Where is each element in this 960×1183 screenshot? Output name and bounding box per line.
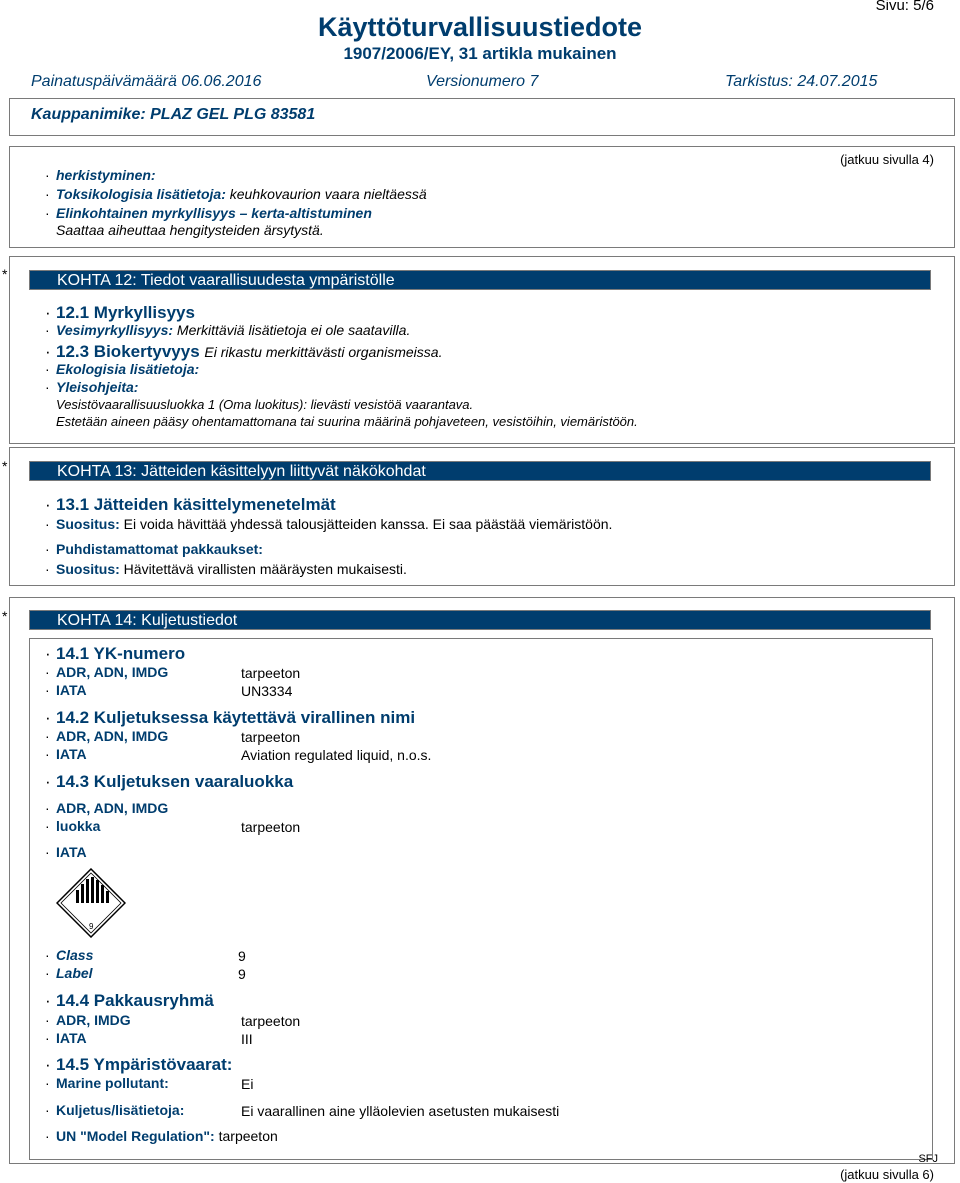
- water-hazard-class: Vesistövaarallisuusluokka 1 (Oma luokitus): lievästi vesistöä vaarantava.: [56, 397, 474, 412]
- marine-pollutant-value: Ei: [241, 1076, 254, 1092]
- s12-1-heading: · 12.1 Myrkyllisyys: [45, 303, 195, 322]
- uncleaned-packaging-line: · Puhdistamattomat pakkaukset:: [45, 541, 263, 557]
- s14-1-heading: · 14.1 YK-numero: [45, 644, 186, 663]
- stot-line: · Elinkohtainen myrkyllisyys – kerta-altistuminen: [45, 205, 372, 221]
- s14-2-adr-value: tarpeeton: [241, 729, 301, 745]
- print-date: Painatuspäivämäärä 06.06.2016: [31, 73, 262, 90]
- document-title: Käyttöturvallisuustiedote: [317, 12, 643, 42]
- groundwater-warning: Estetään aineen pääsy ohentamattomana tai suurina määrinä pohjaveteen, vesistöihin, viemäristöön.: [56, 414, 638, 429]
- s14-1-adr-value: tarpeeton: [241, 665, 301, 681]
- general-notes-line: · Yleisohjeita:: [45, 379, 139, 395]
- class-9-hazard-diamond-icon: [56, 868, 126, 938]
- version-number: Versionumero 7: [426, 73, 539, 90]
- un-model-regulation-line: · UN "Model Regulation": tarpeeton: [45, 1128, 278, 1144]
- s14-3-adr-label: · ADR, ADN, IMDG: [45, 800, 169, 816]
- s13-1-heading: · 13.1 Jätteiden käsittelymenetelmät: [45, 495, 336, 514]
- s14-4-heading: · 14.4 Pakkausryhmä: [45, 991, 214, 1010]
- revision-date: Tarkistus: 24.07.2015: [725, 73, 878, 90]
- s14-3-iata-label: · IATA: [45, 844, 87, 860]
- recommendation-line: · Suositus: Ei voida hävittää yhdessä talousjätteiden kanssa. Ei saa päästää viemäristöön.: [45, 516, 613, 532]
- s14-4-iata-value: III: [241, 1031, 253, 1047]
- tox-info-line: · Toksikologisia lisätietoja: keuhkovaurion vaara nieltäessä: [45, 186, 427, 202]
- continued-on-label: (jatkuu sivulla 6): [840, 1167, 934, 1182]
- s14-3-class-label: · luokka: [45, 818, 101, 834]
- transport-info-label: · Kuljetus/lisätietoja:: [45, 1102, 185, 1118]
- s14-4-adr-label: · ADR, IMDG: [45, 1012, 131, 1028]
- sensitization-line: · herkistyminen:: [45, 167, 156, 183]
- recommendation-2-line: · Suositus: Hävitettävä virallisten määräysten mukaisesti.: [45, 561, 407, 577]
- change-marker: *: [2, 608, 8, 624]
- footer-code: SFJ: [918, 1153, 938, 1165]
- s14-2-iata-label: · IATA: [45, 746, 87, 762]
- section-12-heading: KOHTA 12: Tiedot vaarallisuudesta ympäristölle: [29, 270, 931, 290]
- change-marker: *: [2, 266, 8, 282]
- eco-info-line: · Ekologisia lisätietoja:: [45, 361, 200, 377]
- class-9-label: · Class: [45, 947, 94, 963]
- marine-pollutant-label: · Marine pollutant:: [45, 1075, 169, 1091]
- s14-3-heading: · 14.3 Kuljetuksen vaaraluokka: [45, 772, 294, 791]
- section-13-heading: KOHTA 13: Jätteiden käsittelyyn liittyvät näkökohdat: [29, 461, 931, 481]
- transport-info-value: Ei vaarallinen aine ylläolevien asetusten mukaisesti: [241, 1103, 560, 1119]
- s14-1-iata-label: · IATA: [45, 682, 87, 698]
- class-9-value: 9: [238, 948, 246, 964]
- continued-from-label: (jatkuu sivulla 4): [840, 152, 934, 167]
- aquatic-toxicity-line: · Vesimyrkyllisyys: Merkittäviä lisätietoja ei ole saatavilla.: [45, 322, 411, 338]
- trade-name: Kauppanimike: PLAZ GEL PLG 83581: [31, 106, 316, 123]
- s14-4-adr-value: tarpeeton: [241, 1013, 301, 1029]
- s14-5-heading: · 14.5 Ympäristövaarat:: [45, 1055, 233, 1074]
- stot-value-line: Saattaa aiheuttaa hengitysteiden ärsytystä.: [56, 222, 324, 238]
- change-marker: *: [2, 458, 8, 474]
- s14-2-adr-label: · ADR, ADN, IMDG: [45, 728, 169, 744]
- label-9-label: · Label: [45, 965, 93, 981]
- s14-2-heading: · 14.2 Kuljetuksessa käytettävä virallinen nimi: [45, 708, 416, 727]
- s14-3-class-value: tarpeeton: [241, 819, 301, 835]
- section-14-heading: KOHTA 14: Kuljetustiedot: [29, 610, 931, 630]
- s14-4-iata-label: · IATA: [45, 1030, 87, 1046]
- document-subtitle: 1907/2006/EY, 31 artikla mukainen: [343, 44, 617, 63]
- s14-2-iata-value: Aviation regulated liquid, n.o.s.: [241, 747, 432, 763]
- page-number: Sivu: 5/6: [875, 0, 934, 14]
- s14-1-adr-label: · ADR, ADN, IMDG: [45, 664, 169, 680]
- diamond-number: 9: [89, 922, 94, 931]
- label-9-value: 9: [238, 966, 246, 982]
- s14-1-iata-value: UN3334: [241, 683, 293, 699]
- s12-3-heading: · 12.3 Biokertyvyys Ei rikastu merkittävästi organismeissa.: [45, 342, 443, 361]
